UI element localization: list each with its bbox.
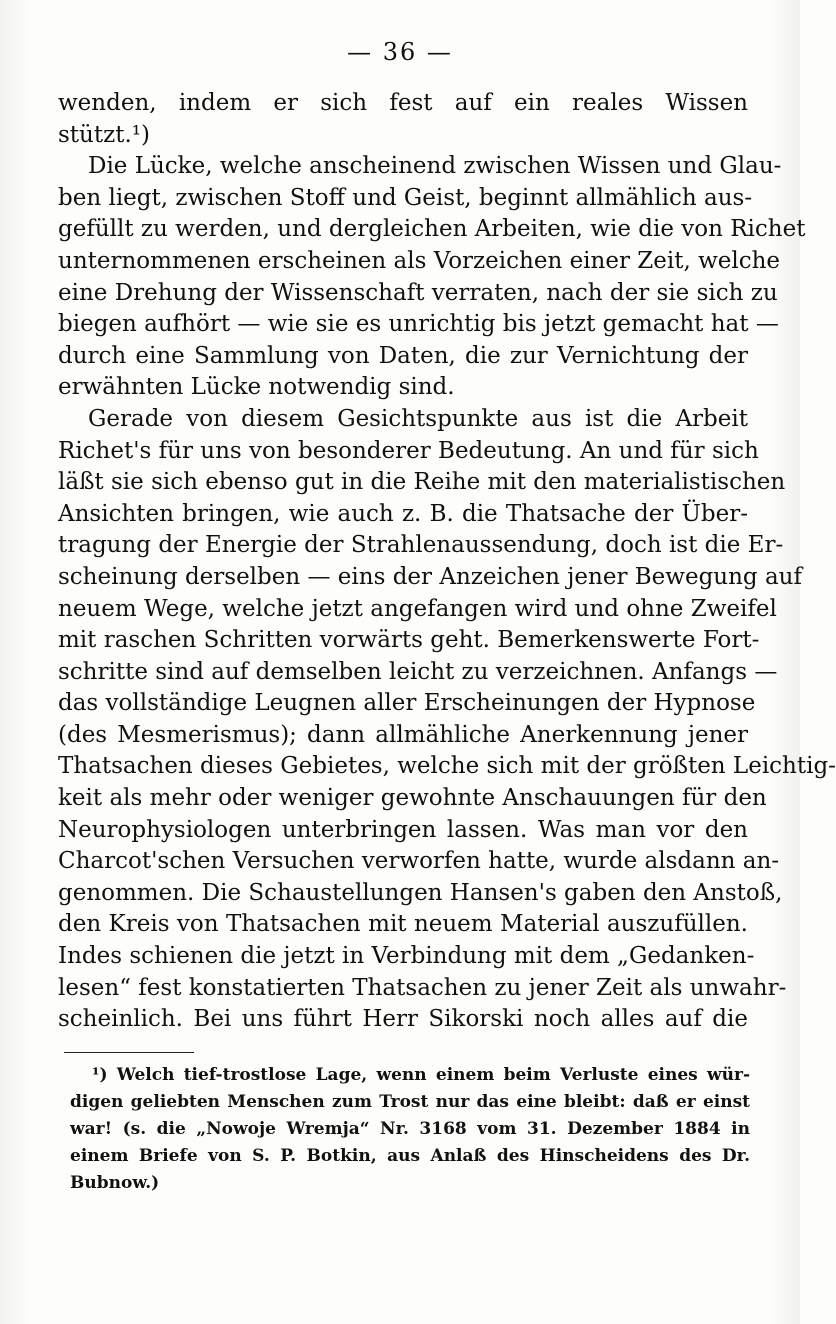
text-line: erwähnten Lücke notwendig sind. (58, 374, 455, 401)
text-line: Indes schienen die jetzt in Verbindung mit dem „Gedanken- (58, 943, 755, 970)
text-line: wenden, indem er sich fest auf ein reales Wissen (58, 90, 748, 116)
footnote (70, 1062, 750, 1197)
text-line: Die Lücke, welche anscheinend zwischen Wissen und Glau- (88, 153, 782, 180)
text-line: tragung der Energie der Strahlenaussendung, doch ist die Er- (58, 532, 784, 559)
text-line: Charcot'schen Versuchen verworfen hatte, wurde alsdann an- (58, 848, 780, 875)
text-line: stützt.¹) (58, 121, 150, 148)
text-line: scheinlich. Bei uns führt Herr Sikorski noch alles auf die (58, 1006, 748, 1033)
text-line: das vollständige Leugnen aller Erscheinungen der Hypnose (58, 690, 756, 717)
text-line: scheinung derselben — eins der Anzeichen jener Bewegung auf (58, 563, 802, 590)
text-line: lesen“ fest konstatierten Thatsachen zu jener Zeit als unwahr- (58, 974, 787, 1001)
footnote-line: war! (s. die „Nowoje Wremja“ Nr. 3168 vom 31. Dezember 1884 in (70, 1119, 750, 1139)
text-line: unternommenen erscheinen als Vorzeichen einer Zeit, welche (58, 247, 781, 274)
text-line: mit raschen Schritten vorwärts geht. Bemerkenswerte Fort- (58, 627, 760, 654)
text-line: Richet's für uns von besonderer Bedeutung. An und für sich (58, 437, 759, 464)
body-text (58, 88, 836, 1036)
text-line: biegen aufhört — wie sie es unrichtig bis jetzt gemacht hat — (58, 311, 779, 338)
text-line: läßt sie sich ebenso gut in die Reihe mit den materialistischen (58, 469, 786, 496)
text-line: Gerade von diesem Gesichtspunkte aus ist die Arbeit (88, 405, 748, 432)
text-line: ben liegt, zwischen Stoff und Geist, beginnt allmählich aus- (58, 184, 753, 211)
text-line: schritte sind auf demselben leicht zu verzeichnen. Anfangs — (58, 658, 778, 685)
page-number: — 36 — (347, 38, 453, 66)
text-line: Neurophysiologen unterbringen lassen. Was man vor den (58, 816, 748, 843)
text-line: genommen. Die Schaustellungen Hansen's gaben den Anstoß, (58, 879, 783, 906)
footnote-divider (64, 1052, 194, 1053)
text-line: Thatsachen dieses Gebietes, welche sich mit der größten Leichtig- (58, 753, 836, 780)
text-line: den Kreis von Thatsachen mit neuem Material auszufüllen. (58, 911, 748, 938)
text-line: (des Mesmerismus); dann allmähliche Anerkennung jener (58, 721, 748, 748)
text-line: Ansichten bringen, wie auch z. B. die Thatsache der Über- (58, 500, 748, 527)
footnote-line: Bubnow.) (70, 1173, 160, 1193)
text-line: durch eine Sammlung von Daten, die zur Vernichtung der (58, 342, 748, 369)
footnote-line: einem Briefe von S. P. Botkin, aus Anlaß des Hinscheidens des Dr. (70, 1146, 750, 1166)
footnote-line: ¹) Welch tief-trostlose Lage, wenn einem beim Verluste eines wür- (92, 1065, 750, 1085)
text-line: gefüllt zu werden, und dergleichen Arbeiten, wie die von Richet (58, 216, 806, 243)
text-line: keit als mehr oder weniger gewohnte Anschauungen für den (58, 785, 767, 812)
text-line: eine Drehung der Wissenschaft verraten, nach der sie sich zu (58, 279, 778, 306)
footnote-line: digen geliebten Menschen zum Trost nur das eine bleibt: daß er einst (70, 1092, 750, 1112)
text-line: neuem Wege, welche jetzt angefangen wird und ohne Zweifel (58, 595, 777, 622)
